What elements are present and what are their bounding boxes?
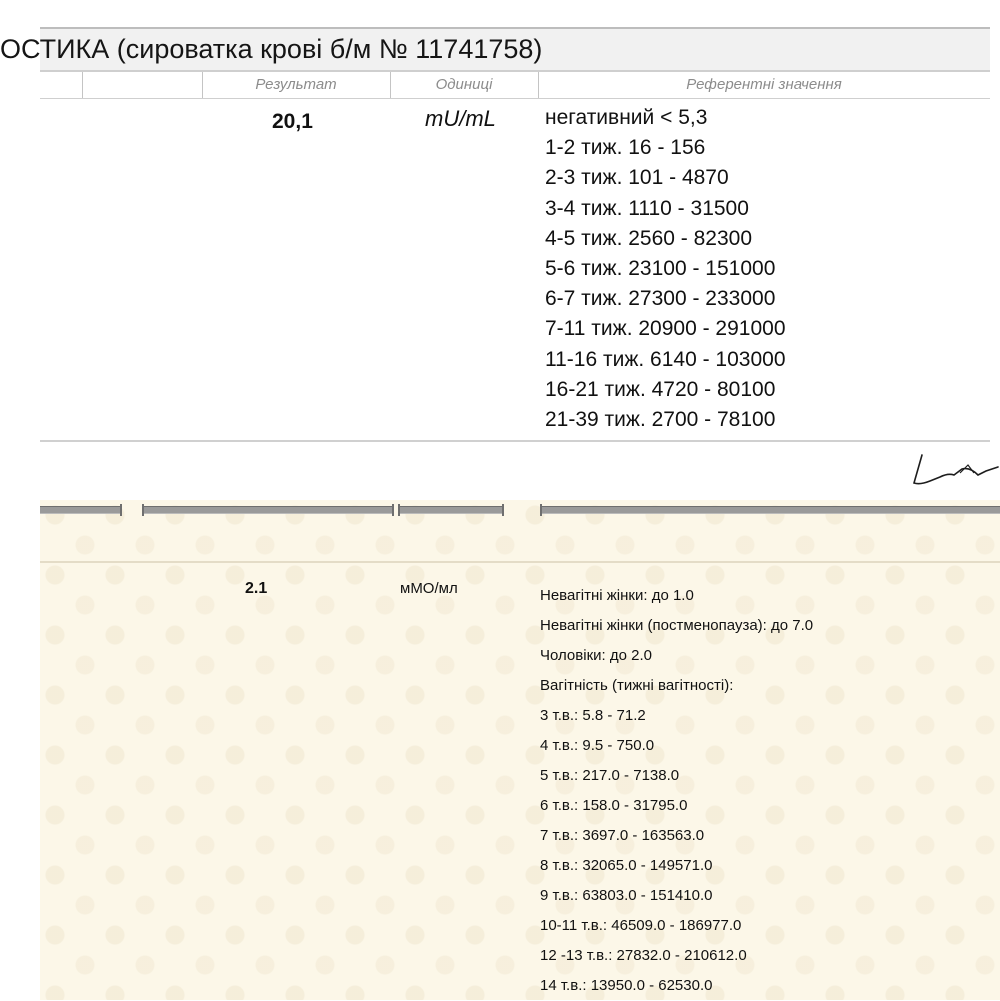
reference-value: Невагітні жінки (постменопауза): до 7.0 <box>540 617 814 634</box>
section-divider <box>40 561 1000 563</box>
reference-value: Чоловіки: до 2.0 <box>540 647 652 664</box>
report-title: ОСТИКА (сироватка крові б/м № 11741758) <box>0 34 543 64</box>
reference-value: 3-4 тиж. 1110 - 31500 <box>545 196 749 220</box>
reference-value: негативний < 5,3 <box>545 106 708 129</box>
header-bar <box>144 506 392 514</box>
result-value: 20,1 <box>272 110 313 133</box>
header-bar-end <box>120 504 122 516</box>
reference-value: 1-2 тиж. 16 - 156 <box>545 136 706 160</box>
column-header-result: Результат <box>255 76 337 93</box>
report-bottom-section <box>40 500 1000 1000</box>
section-divider <box>40 440 990 442</box>
header-bar <box>542 506 1000 514</box>
reference-value: 6-7 тиж. 27300 - 233000 <box>545 287 776 311</box>
header-bar <box>40 506 120 514</box>
reference-value: 8 т.в.: 32065.0 - 149571.0 <box>540 857 713 874</box>
reference-value: Вагітність (тижні вагітності): <box>540 677 734 694</box>
reference-value: 9 т.в.: 63803.0 - 151410.0 <box>540 887 713 904</box>
reference-value: 2-3 тиж. 101 - 4870 <box>545 166 729 190</box>
reference-value: 12 -13 т.в.: 27832.0 - 210612.0 <box>540 947 747 964</box>
result-unit: mU/mL <box>425 106 496 131</box>
reference-values-list <box>540 581 813 1001</box>
column-header-reference: Референтні значення <box>686 76 842 93</box>
header-bar <box>400 506 502 514</box>
reference-value: 7 т.в.: 3697.0 - 163563.0 <box>540 827 705 844</box>
reference-values-list <box>545 103 786 435</box>
result-value: 2.1 <box>245 580 268 597</box>
header-bar-end <box>392 504 394 516</box>
reference-value: 5 т.в.: 217.0 - 7138.0 <box>540 767 680 784</box>
reference-value: 7-11 тиж. 20900 - 291000 <box>545 317 786 341</box>
reference-value: 11-16 тиж. 6140 - 103000 <box>545 347 786 371</box>
reference-value: Невагітні жінки: до 1.0 <box>540 587 694 604</box>
header-bar-end <box>502 504 504 516</box>
reference-value: 6 т.в.: 158.0 - 31795.0 <box>540 797 688 814</box>
reference-value: 4 т.в.: 9.5 - 750.0 <box>540 737 655 754</box>
result-unit: мМО/мл <box>400 580 458 597</box>
reference-value: 3 т.в.: 5.8 - 71.2 <box>540 707 646 724</box>
reference-value: 10-11 т.в.: 46509.0 - 186977.0 <box>540 917 742 934</box>
reference-value: 4-5 тиж. 2560 - 82300 <box>545 226 753 250</box>
signature-mark <box>890 445 1000 495</box>
reference-value: 14 т.в.: 13950.0 - 62530.0 <box>540 977 713 994</box>
column-header-units: Одиниці <box>435 76 493 93</box>
reference-value: 21-39 тиж. 2700 - 78100 <box>545 408 776 432</box>
column-divider <box>82 72 83 98</box>
reference-value: 5-6 тиж. 23100 - 151000 <box>545 257 776 281</box>
reference-value: 16-21 тиж. 4720 - 80100 <box>545 377 776 401</box>
